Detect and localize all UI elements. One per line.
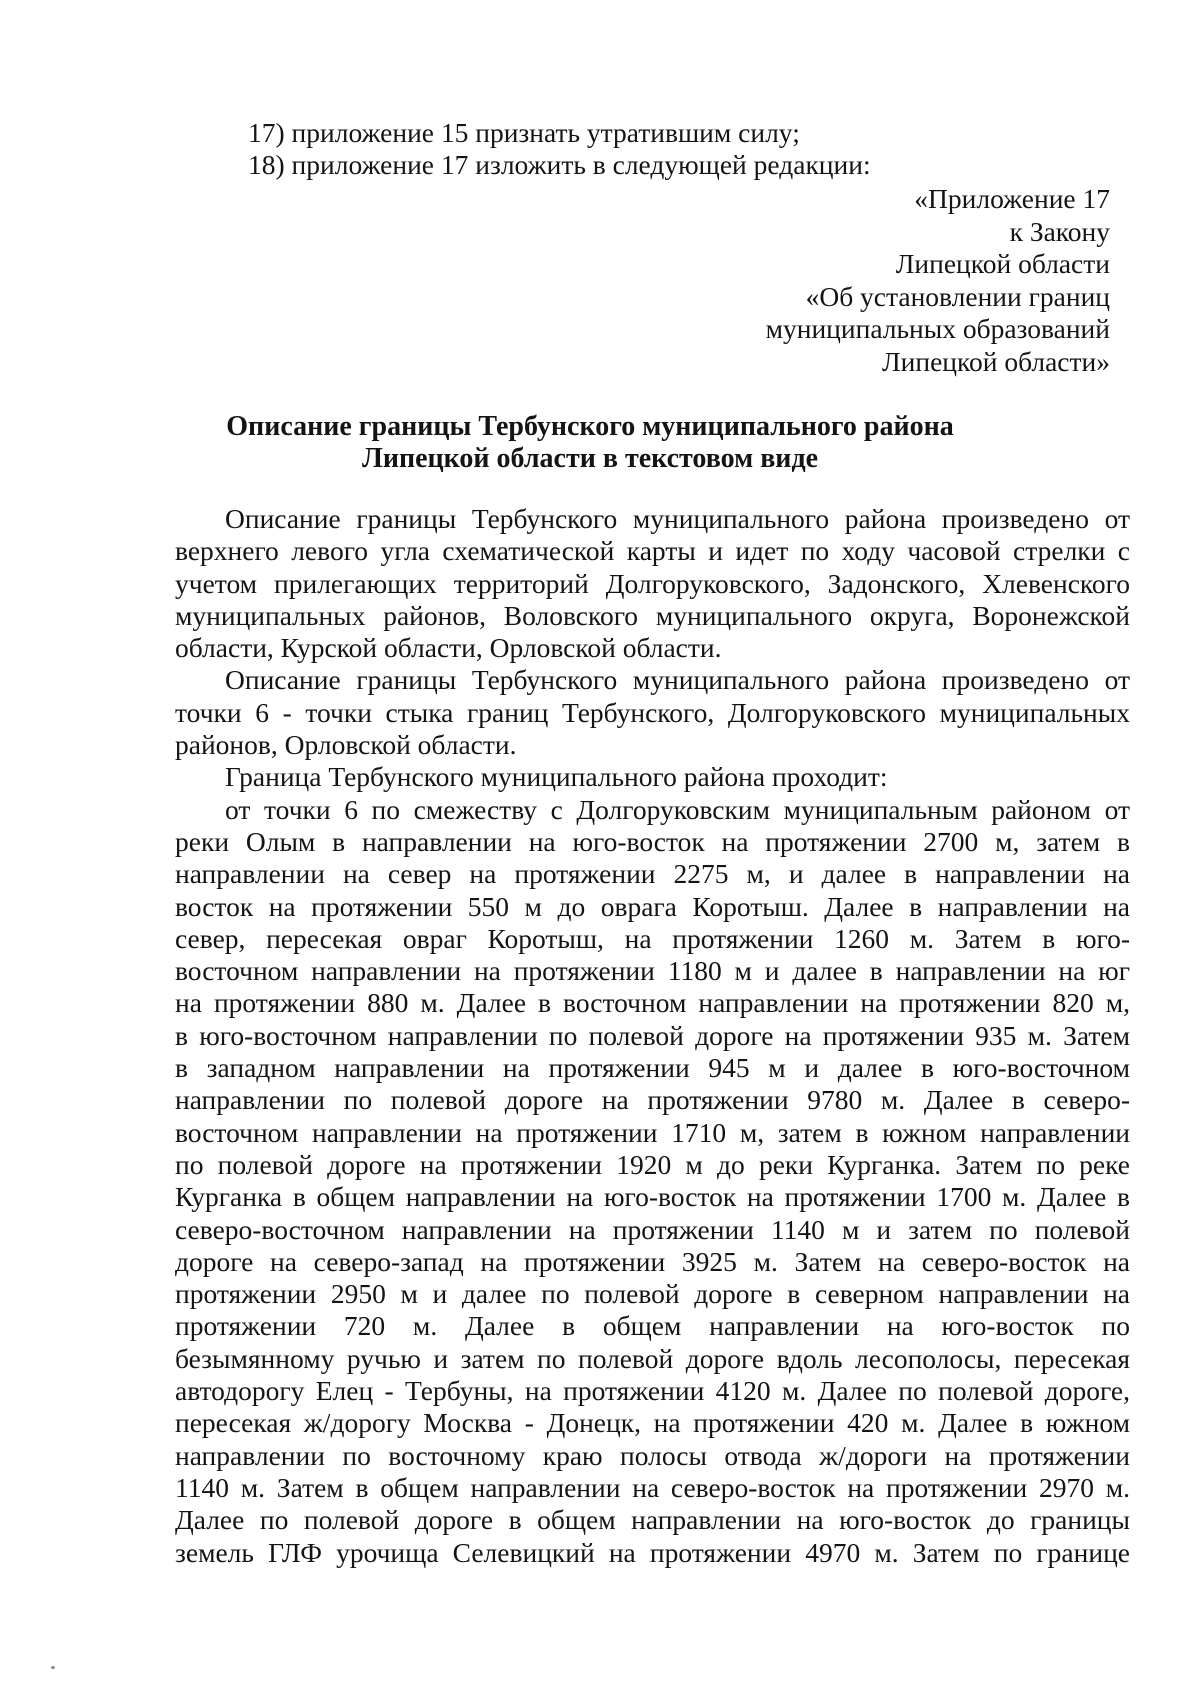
text-line: в юго-восточном направлении по полевой дороге на протяжении 935 м. Затем: [175, 1019, 1130, 1051]
body-text: [175, 503, 1130, 1569]
paragraph-start-point: [175, 664, 1130, 761]
text-line: районов, Орловской области.: [175, 729, 517, 761]
appendix-header: [610, 183, 1110, 379]
text-line: от точки 6 по смежеству с Долгоруковским муниципальным районом от: [225, 793, 1130, 825]
text-line: восток на протяжении 550 м до оврага Коротыш. Далее в направлении на: [175, 890, 1130, 922]
text-line: Курганка в общем направлении на юго-восток на протяжении 1700 м. Далее в: [175, 1181, 1130, 1213]
text-line: автодорогу Елец - Тербуны, на протяжении 4120 м. Далее по полевой дороге,: [175, 1375, 1130, 1407]
text-line: в западном направлении на протяжении 945 м и далее в юго-восточном: [175, 1052, 1130, 1084]
amendment-item: 18) приложение 17 изложить в следующей редакции:: [248, 149, 871, 180]
appendix-header-line: Липецкой области»: [882, 345, 1110, 377]
text-line: учетом прилегающих территорий Долгоруковского, Задонского, Хлевенского: [175, 567, 1130, 599]
text-line: по полевой дороге на протяжении 1920 м до реки Курганка. Затем по реке: [175, 1148, 1130, 1180]
text-line: север, пересекая овраг Коротыш, на протяжении 1260 м. Затем в юго-: [175, 922, 1130, 954]
text-line: восточном направлении на протяжении 1710 м, затем в южном направлении: [175, 1116, 1130, 1148]
text-line: направлении по восточному краю полосы отвода ж/дороги на протяжении: [175, 1439, 1130, 1471]
text-line: 1140 м. Затем в общем направлении на северо-восток на протяжении 2970 м.: [175, 1471, 1130, 1503]
paragraph-boundary-intro: [175, 761, 1130, 793]
document-title-line: Описание границы Тербунского муниципального района: [226, 411, 954, 442]
text-line: Описание границы Тербунского муниципального района произведено от: [225, 503, 1130, 534]
paragraph-boundary-description: [175, 794, 1130, 1569]
text-line: безымянному ручью и затем по полевой дороге вдоль лесополосы, пересекая: [175, 1342, 1130, 1374]
appendix-header-line: муниципальных образований: [765, 313, 1110, 345]
text-line: Далее по полевой дороге в общем направлении на юго-восток до границы: [175, 1504, 1130, 1536]
appendix-header-line: «Об установлении границ: [805, 280, 1110, 312]
text-line: муниципальных районов, Воловского муниципального округа, Воронежской: [175, 599, 1130, 631]
text-line: точки 6 - точки стыка границ Тербунского, Долгоруковского муниципальных: [175, 696, 1130, 728]
text-line: области, Курской области, Орловской области.: [175, 632, 722, 664]
text-line: Описание границы Тербунского муниципального района произведено от: [225, 664, 1130, 696]
text-line: дороге на северо-запад на протяжении 3925 м. Затем на северо-восток на: [175, 1245, 1130, 1277]
text-line: восточном направлении на протяжении 1180 м и далее в направлении на юг: [175, 955, 1130, 987]
text-line: земель ГЛФ урочища Селевицкий на протяжении 4970 м. Затем по границе: [175, 1536, 1130, 1568]
text-line: реки Олым в направлении на юго-восток на протяжении 2700 м, затем в: [175, 825, 1130, 857]
document-title: [200, 411, 980, 475]
text-line: верхнего левого угла схематической карты и идет по ходу часовой стрелки с: [175, 535, 1130, 567]
text-line: протяжении 2950 м и далее по полевой дороге в северном направлении на: [175, 1278, 1130, 1310]
text-line: пересекая ж/дорогу Москва - Донецк, на протяжении 420 м. Далее в южном: [175, 1407, 1130, 1439]
text-line: на протяжении 880 м. Далее в восточном направлении на протяжении 820 м,: [175, 987, 1130, 1019]
appendix-header-line: «Приложение 17: [914, 183, 1110, 214]
text-line: протяжении 720 м. Далее в общем направлении на юго-восток по: [175, 1310, 1130, 1342]
appendix-header-line: к Закону: [1009, 215, 1110, 247]
document-title-line: Липецкой области в текстовом виде: [361, 443, 819, 474]
amendment-item: 17) приложение 15 признать утратившим силу;: [248, 117, 800, 148]
appendix-header-line: Липецкой области: [895, 248, 1110, 280]
text-line: северо-восточном направлении на протяжении 1140 м и затем по полевой: [175, 1213, 1130, 1245]
text-line: направлении по полевой дороге на протяжении 9780 м. Далее в северо-: [175, 1084, 1130, 1116]
text-line: направлении на север на протяжении 2275 м, и далее в направлении на: [175, 858, 1130, 890]
text-line: Граница Тербунского муниципального района проходит:: [225, 761, 888, 793]
paragraph-scope: [175, 503, 1130, 664]
scan-speck: [51, 1666, 55, 1669]
